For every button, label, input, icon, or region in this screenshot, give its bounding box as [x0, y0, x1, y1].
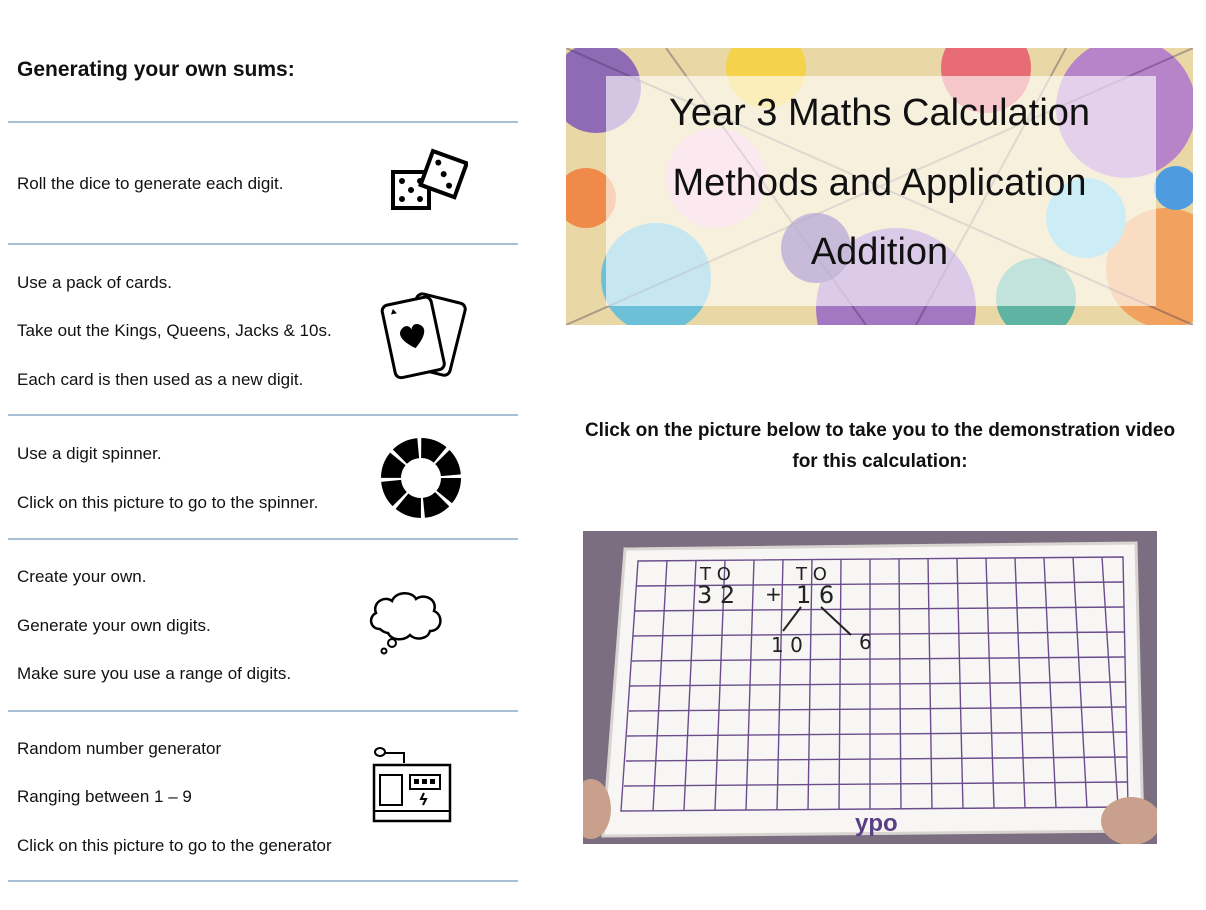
- playing-cards-icon: [380, 290, 470, 382]
- cards-line-2: Take out the Kings, Queens, Jacks & 10s.: [17, 321, 332, 340]
- board-headers-left: T O: [700, 564, 731, 585]
- divider: [8, 414, 518, 416]
- cards-line-3: Each card is then used as a new digit.: [17, 370, 304, 389]
- board-plus: +: [765, 582, 782, 606]
- board-split-ones: 6: [859, 630, 872, 654]
- divider: [8, 243, 518, 245]
- cards-line-1: Use a pack of cards.: [17, 273, 172, 292]
- spinner-wheel-icon[interactable]: [380, 437, 462, 519]
- board-headers-right: T O: [796, 564, 827, 585]
- spinner-line-2: Click on this picture to go to the spinner.: [17, 493, 319, 512]
- divider: [8, 121, 518, 123]
- generator-line-2: Ranging between 1 – 9: [17, 787, 192, 806]
- divider: [8, 538, 518, 540]
- cover-title-line-1: Year 3 Maths Calculation: [668, 92, 1091, 134]
- demonstration-video-thumbnail[interactable]: [583, 531, 1157, 844]
- generator-line-1: Random number generator: [17, 739, 222, 758]
- sums-title: Generating your own sums:: [17, 58, 295, 81]
- thought-cloud-icon: [366, 585, 446, 657]
- divider: [8, 880, 518, 882]
- dice-section-text: Roll the dice to generate each digit.: [17, 174, 284, 193]
- cover-title-line-2: Methods and Application: [672, 162, 1087, 204]
- create-line-1: Create your own.: [17, 567, 147, 586]
- cover-title-line-3: Addition: [810, 231, 949, 273]
- cover-image: [566, 48, 1193, 325]
- board-number-left: 3 2: [697, 581, 736, 609]
- create-line-2: Generate your own digits.: [17, 616, 211, 635]
- divider: [8, 710, 518, 712]
- board-split-tens: 1 0: [771, 633, 803, 657]
- board-brand-logo: ypo: [855, 810, 898, 837]
- video-instruction: Click on the picture below to take you to the demonstration video for this calculation:: [584, 420, 1176, 472]
- generator-machine-icon[interactable]: [370, 743, 452, 825]
- spinner-line-1: Use a digit spinner.: [17, 444, 162, 463]
- board-number-right: 1 6: [796, 581, 835, 609]
- create-line-3: Make sure you use a range of digits.: [17, 664, 292, 683]
- dice-icon: [388, 148, 468, 214]
- generator-line-3: Click on this picture to go to the generator: [17, 836, 332, 855]
